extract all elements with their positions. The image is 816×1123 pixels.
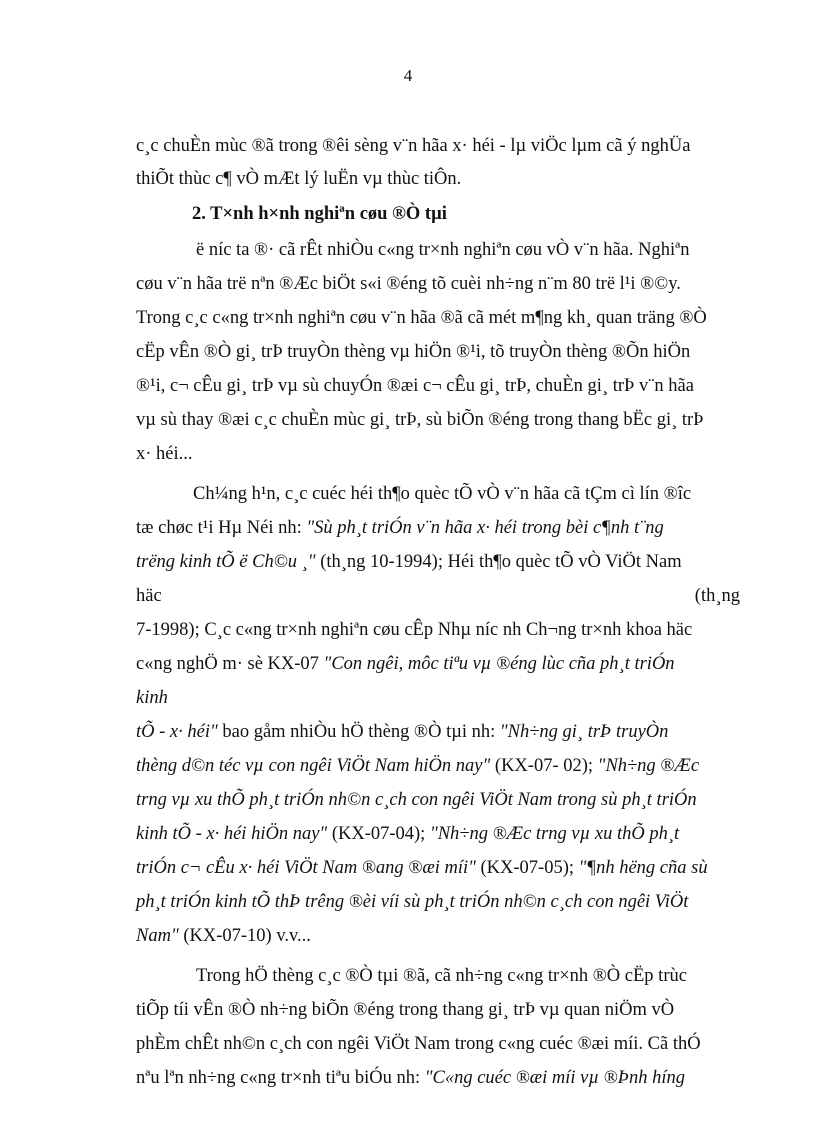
para2-line-7: kinh [136,688,168,708]
project-title-10: "¶nh hëng cña sù [578,858,708,878]
para3-line-2: tiÕp tíi vÊn ®Ò nh÷ng biÕn ®éng trong thang gi¸ trÞ vµ quan niÖm vÒ [136,1000,675,1020]
project-title-05-cont: triÓn c¬ cÊu x· héi ViÖt Nam ®ang ®æi míi" [136,858,476,878]
para1-line-7: x· héi... [136,444,193,464]
project-title-04: "Nh÷ng ®Æc [597,756,700,776]
program-title: "Con ngêi, môc tiªu vµ ®éng lùc cña ph¸t triÓn [323,654,675,674]
para2-line-1: Ch¼ng h¹n, c¸c cuéc héi th¶o quèc tÕ vÒ v¨n hãa cã tÇm cì lín ®îc [193,484,692,504]
project-title-10-cont: Nam" [136,926,179,946]
section-heading: 2. T×nh h×nh nghiªn cøu ®Ò tµi [192,204,447,224]
work-title: "C«ng cuéc ®æi míi vµ ®Þnh híng [424,1068,686,1088]
para2-line-10: trng vµ xu thÕ ph¸t triÓn nh©n c¸ch con ngêi ViÖt Nam trong sù ph¸t triÓn [136,790,697,810]
para1-line-1: ë níc ta ®· cã rÊt nhiÒu c«ng tr×nh nghiªn cøu vÒ v¨n hãa. Nghiªn [196,240,690,260]
project-title-02: "Nh÷ng gi¸ trÞ truyÒn [499,722,669,742]
project-title-04-cont: kinh tÕ - x· héi hiÖn nay" [136,824,328,844]
para2-line-11-text: (KX-07-04); [327,824,430,844]
para2-line-14-text: (KX-07-10) v.v... [178,926,311,946]
project-title-02-cont: thèng d©n téc vµ con ngêi ViÖt Nam hiÖn nay" [136,756,491,776]
conference-title-1: "Sù ph¸t triÓn v¨n hãa x· héi trong bèi c¶nh t¨ng [306,518,664,538]
para2-line-12 [136,858,708,879]
para2-line-4: häc [136,586,162,606]
para2-line-8 [136,722,668,743]
conference-title-1-cont: trëng kinh tÕ ë Ch©u ¸" [136,552,316,572]
para2-line-2 [136,518,664,539]
para2-line-6 [136,654,675,675]
page-number: 4 [403,66,413,85]
para2-line-12-text: (KX-07-05); [475,858,579,878]
para2-line-6-text: c«ng nghÖ m· sè KX-07 [136,654,324,674]
para2-line-8-text: bao gåm nhiÒu hÖ thèng ®Ò tµi nh: [217,722,500,742]
para2-line-9 [136,756,699,777]
intro-line-2: thiÕt thùc c¶ vÒ mÆt lý luËn vµ thùc tiÔn. [136,169,462,189]
para2-line-4-right: (th¸ng [694,586,740,606]
para1-line-5: ®¹i, c¬ cÊu gi¸ trÞ vµ sù chuyÓn ®æi c¬ cÊu gi¸ trÞ, chuÈn gi¸ trÞ v¨n hãa [136,376,694,396]
para2-line-9-text: (KX-07- 02); [490,756,598,776]
para3-line-1: Trong hÖ thèng c¸c ®Ò tµi ®ã, cã nh÷ng c«ng tr×nh ®Ò cËp trùc [196,966,687,986]
intro-line-1: c¸c chuÈn mùc ®ã trong ®êi sèng v¨n hãa x· héi - lµ viÖc lµm cã ý nghÜa [136,136,691,156]
para2-line-2-text: tæ chøc t¹i Hµ Néi nh: [136,518,307,538]
para1-line-4: cËp vÊn ®Ò gi¸ trÞ truyÒn thèng vµ hiÖn ®¹i, tõ truyÒn thèng ®Õn hiÖn [136,342,691,362]
para2-line-14 [136,926,311,947]
program-title-cont: tÕ - x· héi" [136,722,218,742]
para1-line-2: cøu v¨n hãa trë nªn ®Æc biÖt s«i ®éng tõ cuèi nh÷ng n¨m 80 trë l¹i ®©y. [136,274,681,294]
para2-line-5: 7-1998); C¸c c«ng tr×nh nghiªn cøu cÊp Nhµ níc nh Ch¬ng tr×nh khoa häc [136,620,693,640]
para2-line-3 [136,552,682,573]
para2-line-13: ph¸t triÓn kinh tÕ thÞ trêng ®èi víi sù ph¸t triÓn nh©n c¸ch con ngêi ViÖt [136,892,689,912]
para3-line-4 [136,1068,685,1089]
para2-line-11 [136,824,679,845]
para3-line-4-text: nªu lªn nh÷ng c«ng tr×nh tiªu biÓu nh: [136,1068,425,1088]
project-title-05: "Nh÷ng ®Æc trng vµ xu thÕ ph¸t [429,824,680,844]
para1-line-3: Trong c¸c c«ng tr×nh nghiªn cøu v¨n hãa ®ã cã mét m¶ng kh¸ quan träng ®Ò [136,308,707,328]
para1-line-6: vµ sù thay ®æi c¸c chuÈn mùc gi¸ trÞ, sù biÕn ®éng trong thang bËc gi¸ trÞ [136,410,704,430]
para3-line-3: phÈm chÊt nh©n c¸ch con ngêi ViÖt Nam trong c«ng cuéc ®æi míi. Cã thÓ [136,1034,701,1054]
para2-line-3-text: (th¸ng 10-1994); Héi th¶o quèc tÕ vÒ ViÖt Nam [315,552,682,572]
